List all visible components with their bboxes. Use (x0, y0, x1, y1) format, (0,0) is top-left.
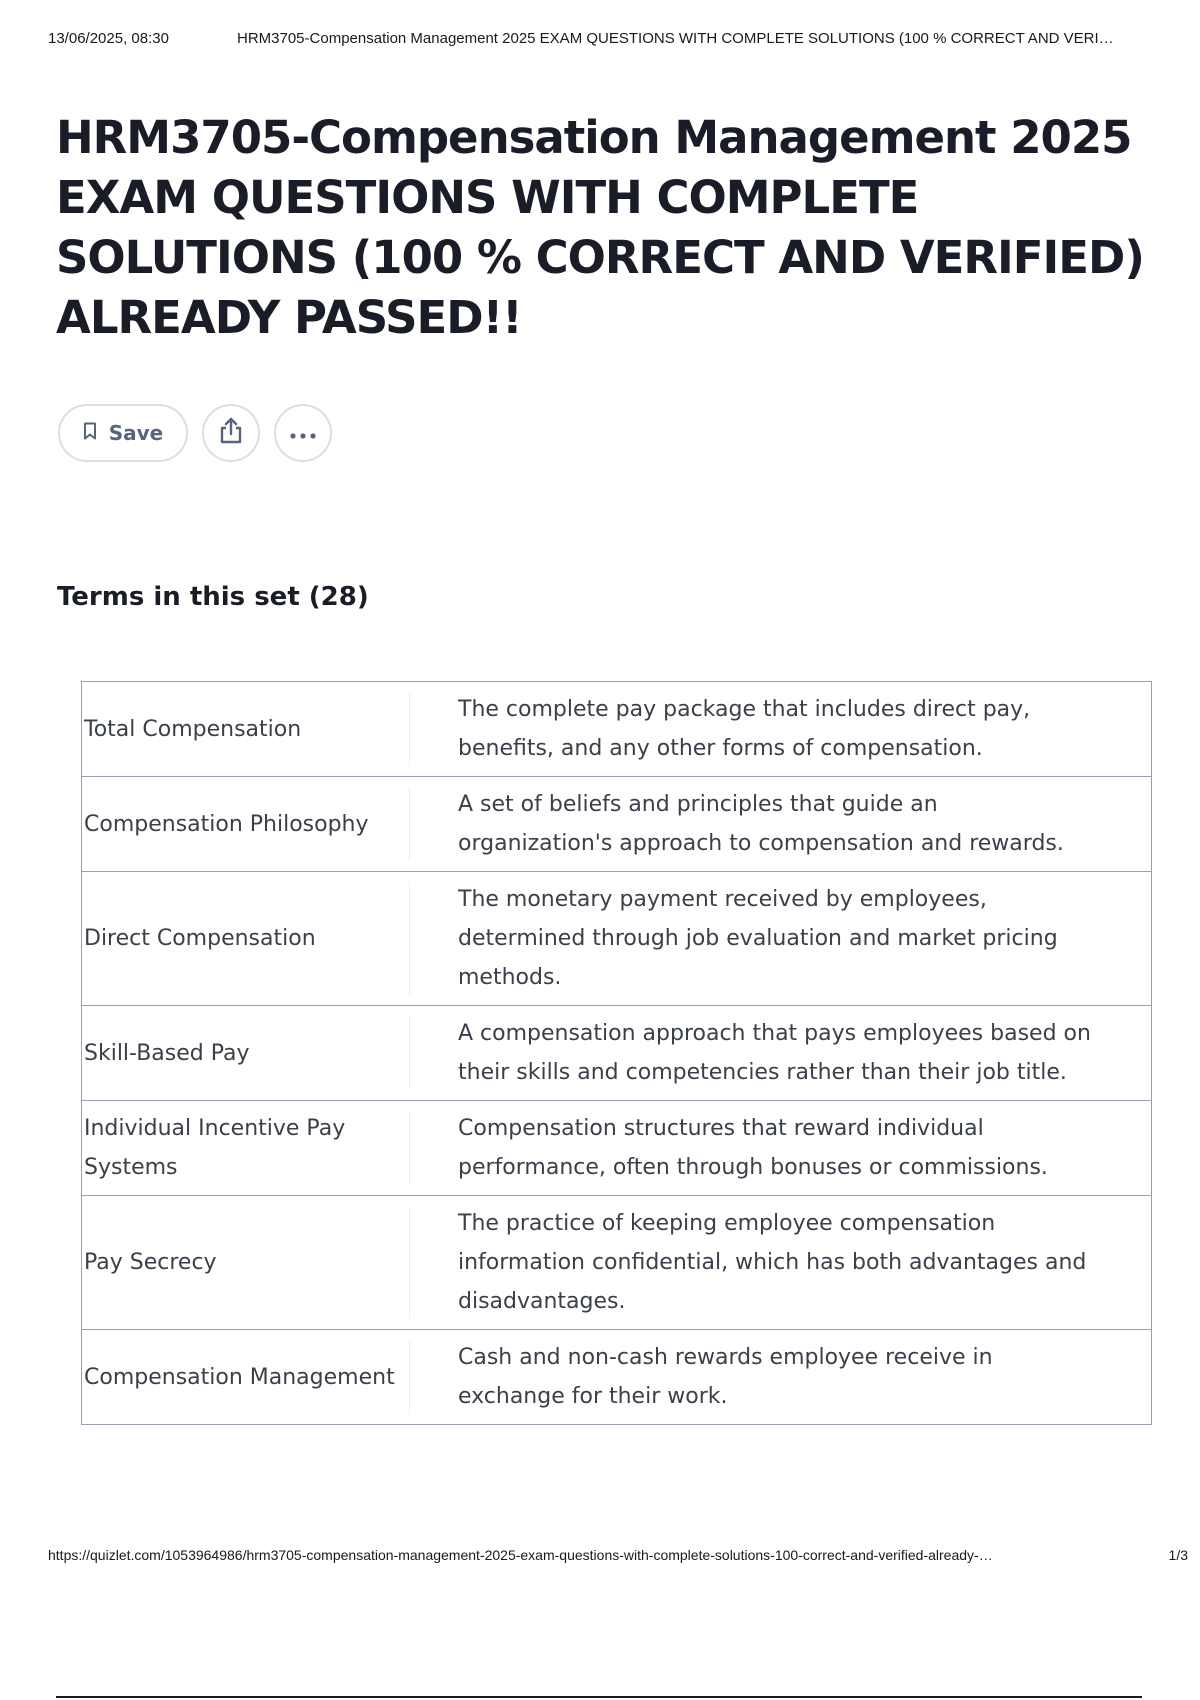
table-row (82, 777, 1152, 872)
save-label: Save (108, 421, 164, 445)
print-document-title: HRM3705-Compensation Management 2025 EXAM QUESTIONS WITH COMPLETE SOLUTIONS (100 % CORRECT AND VERI… (237, 30, 1114, 47)
term-cell: Compensation Philosophy (82, 777, 411, 872)
bookmark-icon (83, 421, 97, 445)
terms-heading: Terms in this set (28) (57, 582, 369, 612)
more-options-button[interactable] (274, 404, 332, 462)
table-row (82, 1101, 1152, 1196)
table-row (82, 682, 1152, 777)
save-button[interactable] (58, 404, 188, 462)
page-title: HRM3705-Compensation Management 2025 EXAM QUESTIONS WITH COMPLETE SOLUTIONS (100 % CORRECT AND VERIFIED) ALREADY PASSED!! (56, 111, 1144, 344)
table-row (82, 1330, 1152, 1425)
definition-cell: Cash and non-cash rewards employee receive in exchange for their work. (410, 1330, 1152, 1425)
definition-cell: A compensation approach that pays employees based on their skills and competencies rather than their job title. (410, 1006, 1152, 1101)
page-url-link[interactable]: https://quizlet.com/1053964986/hrm3705-compensation-management-2025-exam-questions-with-complete-solutions-100-correct-and-verified-already-… (48, 1547, 993, 1563)
table-row (82, 872, 1152, 1006)
definition-cell: The practice of keeping employee compensation information confidential, which has both advantages and disadvantages. (410, 1196, 1152, 1330)
term-cell: Skill-Based Pay (82, 1006, 411, 1101)
definition-cell: A set of beliefs and principles that guide an organization's approach to compensation and rewards. (410, 777, 1152, 872)
definition-cell: The monetary payment received by employees, determined through job evaluation and market pricing methods. (410, 872, 1152, 1006)
term-cell: Individual Incentive Pay Systems (82, 1101, 411, 1196)
table-row (82, 1196, 1152, 1330)
term-cell: Compensation Management (82, 1330, 411, 1425)
share-button[interactable] (202, 404, 260, 462)
print-footer (48, 1547, 1188, 1569)
page-divider (56, 1696, 1142, 1698)
print-date: 13/06/2025, 08:30 (48, 30, 169, 47)
action-bar (58, 404, 332, 462)
table-row (82, 1006, 1152, 1101)
definition-cell: The complete pay package that includes direct pay, benefits, and any other forms of compensation. (410, 682, 1152, 777)
print-header (48, 30, 1178, 52)
term-cell: Pay Secrecy (82, 1196, 411, 1330)
term-cell: Total Compensation (82, 682, 411, 777)
share-icon (218, 417, 244, 449)
page-number: 1/3 (1168, 1547, 1188, 1563)
term-cell: Direct Compensation (82, 872, 411, 1006)
terms-table (81, 681, 1152, 1425)
definition-cell: Compensation structures that reward individual performance, often through bonuses or commissions. (410, 1101, 1152, 1196)
more-icon (290, 424, 316, 443)
